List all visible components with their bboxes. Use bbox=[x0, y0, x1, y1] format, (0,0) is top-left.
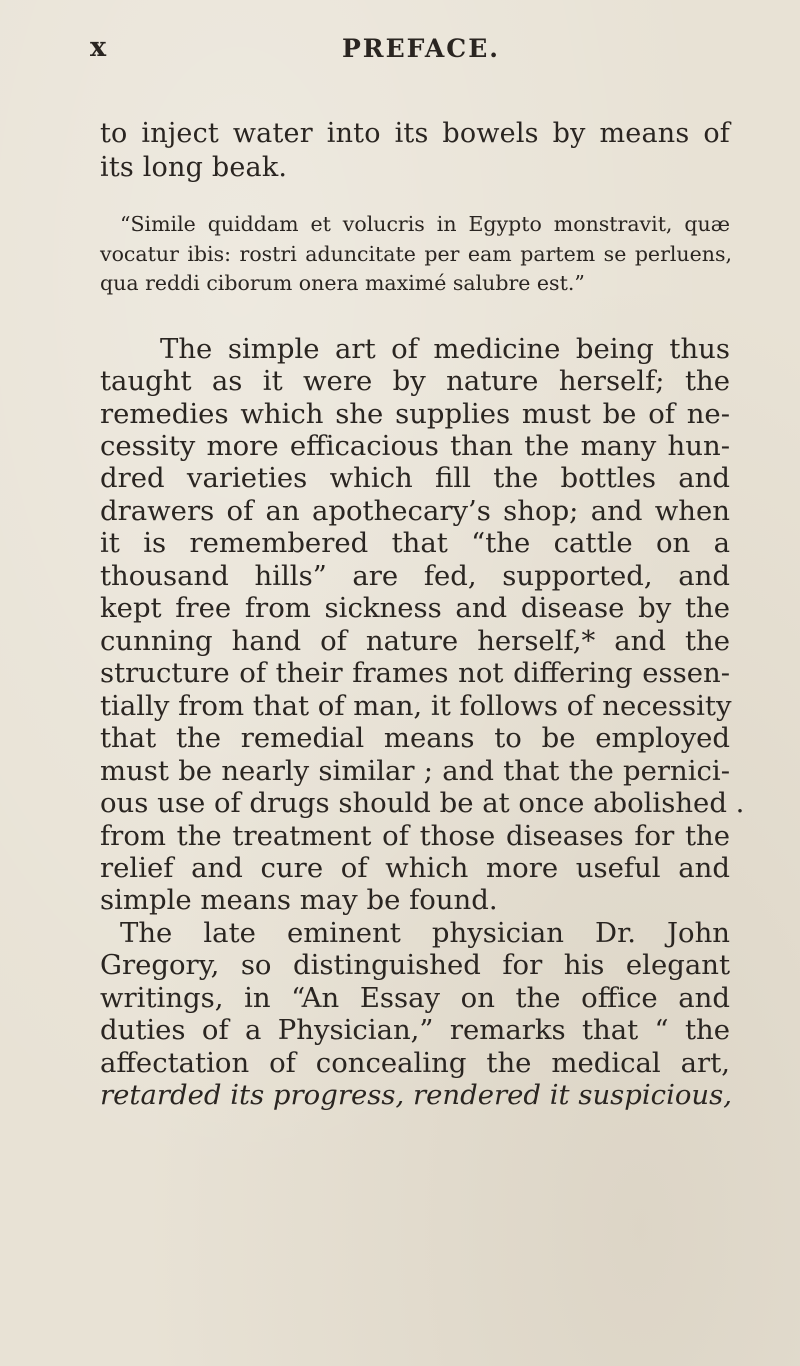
opening-line-2: its long beak. bbox=[100, 152, 288, 183]
para1-line-3: remedies which she supplies must be of ne- bbox=[100, 398, 730, 430]
quote-line-3: qua reddi ciborum onera maximé salubre est.” bbox=[100, 271, 585, 295]
para1-line-17: relief and cure of which more useful and bbox=[100, 852, 730, 884]
para1-line-2: taught as it were by nature herself; the bbox=[100, 365, 730, 397]
quote-line-2: vocatur ibis: rostri aduncitate per eam partem se perluens, bbox=[100, 242, 732, 266]
para2-line-6: retarded its progress, rendered it suspicious, bbox=[100, 1079, 732, 1111]
para1-line-10: cunning hand of nature herself,* and the bbox=[100, 625, 730, 657]
page-number: x bbox=[90, 32, 108, 63]
para2-line-5: affectation of concealing the medical art, bbox=[100, 1047, 730, 1079]
running-title: PREFACE. bbox=[342, 34, 500, 63]
para1-line-18: simple means may be found. bbox=[100, 884, 498, 916]
para1-line-12: tially from that of man, it follows of necessity bbox=[100, 690, 732, 722]
opening-line-1: to inject water into its bowels by means of bbox=[100, 118, 730, 149]
quote-line-1: “Simile quiddam et volucris in Egypto monstravit, quæ bbox=[120, 212, 730, 236]
para2-line-4: duties of a Physician,” remarks that “ the bbox=[100, 1014, 730, 1046]
para1-line-7: it is remembered that “the cattle on a bbox=[100, 527, 730, 559]
para1-line-6: drawers of an apothecary’s shop; and when bbox=[100, 495, 730, 527]
para1-line-4: cessity more efficacious than the many hun- bbox=[100, 430, 730, 462]
para1-line-14: must be nearly similar ; and that the pernici- bbox=[100, 755, 730, 787]
running-head bbox=[90, 32, 770, 72]
para1-line-1: The simple art of medicine being thus bbox=[160, 333, 730, 365]
para1-line-9: kept free from sickness and disease by the bbox=[100, 592, 730, 624]
para1-line-16: from the treatment of those diseases for the bbox=[100, 820, 730, 852]
para1-line-15: ous use of drugs should be at once abolished . bbox=[100, 787, 745, 819]
para1-line-11: structure of their frames not differing essen- bbox=[100, 657, 730, 689]
para2-line-3: writings, in “An Essay on the office and bbox=[100, 982, 730, 1014]
para2-line-1: The late eminent physician Dr. John bbox=[120, 917, 730, 949]
para2-line-2: Gregory, so distinguished for his elegant bbox=[100, 949, 730, 981]
para1-line-8: thousand hills” are fed, supported, and bbox=[100, 560, 730, 592]
para1-line-13: that the remedial means to be employed bbox=[100, 722, 730, 754]
para1-line-5: dred varieties which fill the bottles and bbox=[100, 462, 730, 494]
